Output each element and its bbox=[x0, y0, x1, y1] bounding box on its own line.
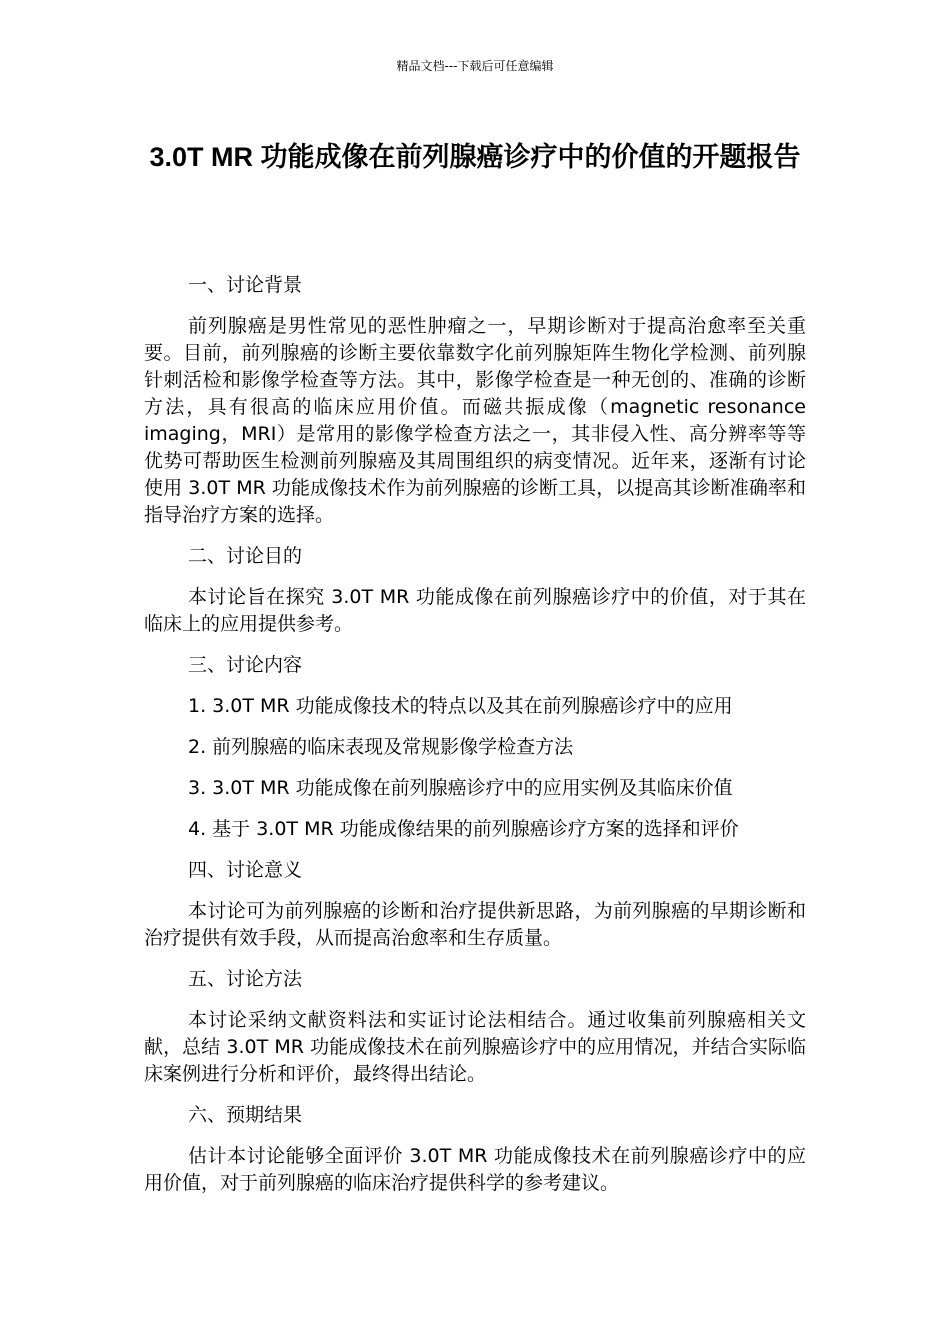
header-note: 精品文档---下载后可任意编辑 bbox=[396, 59, 554, 73]
content-list-item: 1. 3.0T MR 功能成像技术的特点以及其在前列腺癌诊疗中的应用 bbox=[188, 695, 733, 717]
section-paragraph-background: 前列腺癌是男性常见的恶性肿瘤之一，早期诊断对于提高治愈率至关重要。目前，前列腺癌的诊断主要依靠数字化前列腺矩阵生物化学检测、前列腺针刺活检和影像学检查等方法。其中，影像学检查是一种无创的、准确的诊断方法，具有很高的临床应用价值。而磁共振成像（magnetic resonance imaging，MRI）是常用的影像学检查方法之一，其非侵入性、高分辨率等等优势可帮助医生检测前列腺癌及其周围组织的病变情况。近年来，逐渐有讨论使用 3.0T MR 功能成像技术作为前列腺癌的诊断工具，以提高其诊断准确率和指导治疗方案的选择。 bbox=[144, 315, 806, 526]
content-list-item: 4. 基于 3.0T MR 功能成像结果的前列腺癌诊疗方案的选择和评价 bbox=[188, 818, 739, 840]
section-heading-expected: 六、预期结果 bbox=[188, 1104, 303, 1126]
section-heading-background: 一、讨论背景 bbox=[188, 274, 303, 296]
section-paragraph-expected: 估计本讨论能够全面评价 3.0T MR 功能成像技术在前列腺癌诊疗中的应用价值，对于前列腺癌的临床治疗提供科学的参考建议。 bbox=[144, 1145, 806, 1194]
section-paragraph-method: 本讨论采纳文献资料法和实证讨论法相结合。通过收集前列腺癌相关文献，总结 3.0T MR 功能成像技术在前列腺癌诊疗中的应用情况，并结合实际临床案例进行分析和评价，最终得出结论。 bbox=[144, 1009, 806, 1085]
document-title: 3.0T MR 功能成像在前列腺癌诊疗中的价值的开题报告 bbox=[149, 142, 801, 172]
content-list-item: 2. 前列腺癌的临床表现及常规影像学检查方法 bbox=[188, 736, 574, 758]
section-heading-method: 五、讨论方法 bbox=[188, 968, 303, 990]
document-body bbox=[144, 272, 806, 1211]
section-heading-content: 三、讨论内容 bbox=[188, 654, 303, 676]
content-list-item: 3. 3.0T MR 功能成像在前列腺癌诊疗中的应用实例及其临床价值 bbox=[188, 777, 733, 799]
section-heading-purpose: 二、讨论目的 bbox=[188, 545, 303, 567]
section-heading-significance: 四、讨论意义 bbox=[188, 859, 303, 881]
section-paragraph-purpose: 本讨论旨在探究 3.0T MR 功能成像在前列腺癌诊疗中的价值，对于其在临床上的应用提供参考。 bbox=[144, 586, 806, 635]
section-paragraph-significance: 本讨论可为前列腺癌的诊断和治疗提供新思路，为前列腺癌的早期诊断和治疗提供有效手段，从而提高治愈率和生存质量。 bbox=[144, 900, 806, 949]
